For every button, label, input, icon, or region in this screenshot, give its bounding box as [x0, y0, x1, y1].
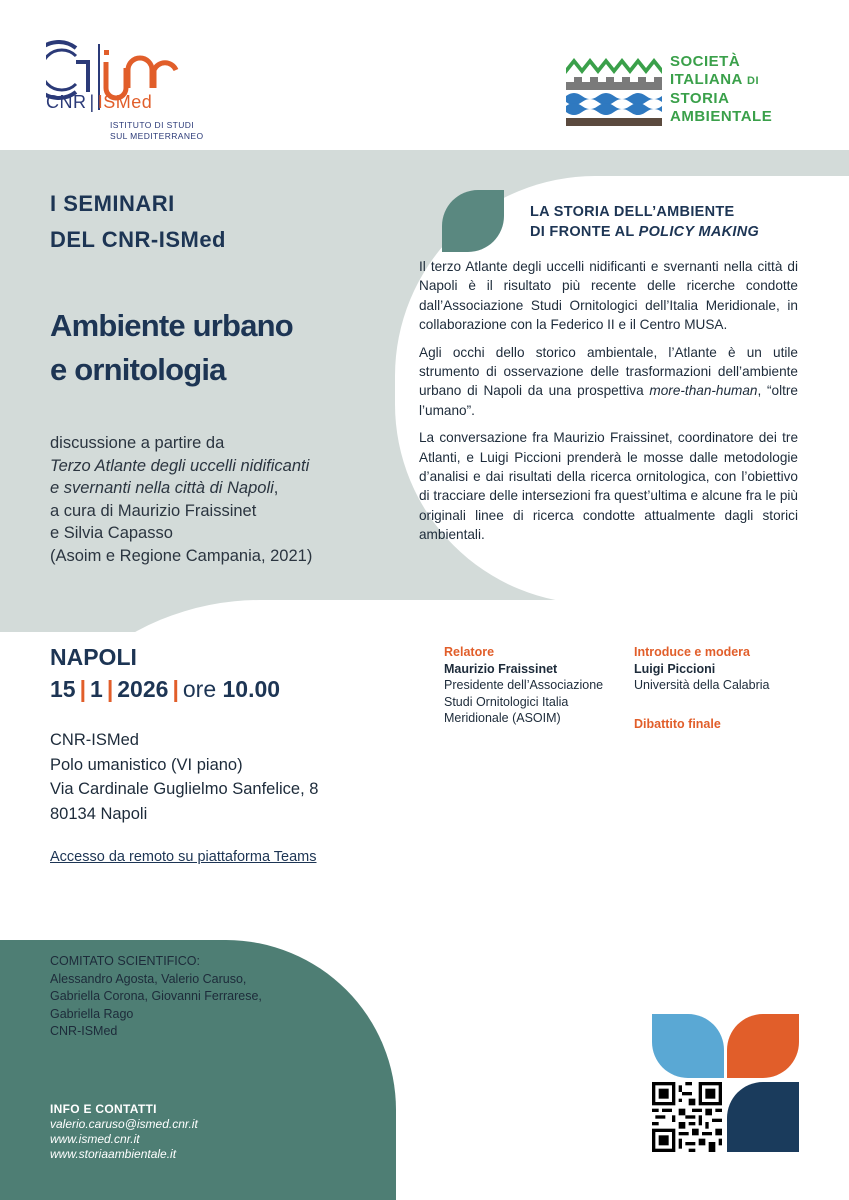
remote-access-link[interactable]: Accesso da remoto su piattaforma Teams — [50, 849, 317, 865]
event-date: 15 | 1 | 2026 | ore 10.00 — [50, 676, 281, 702]
sisa-wordmark: SOCIETÀ ITALIANA DI STORIA AMBIENTALE — [670, 53, 773, 125]
seminar-title: Ambiente urbano e ornitologia — [50, 308, 293, 387]
description-body — [419, 257, 798, 553]
website-ismed[interactable]: www.ismed.cnr.it — [50, 1132, 140, 1146]
paragraph-1: Il terzo Atlante degli uccelli nidificanti e svernanti nella città di Napoli è il risultato più recente delle ricerche condotte dall’Associazione Studi Ornitologici dell’Italia Meridionale, in collaborazione con la Federico II e il Centro MUSA. — [419, 259, 798, 333]
final-debate: Dibattito finale — [634, 716, 721, 731]
paragraph-2: Agli occhi dello storico ambientale, l’Atlante è un utile strumento di osservazione delle trasformazioni dell’ambiente urbano di Napoli da una prospettiva more-than-human, “oltre l’umano”. — [419, 344, 798, 418]
sisa-logo — [566, 54, 662, 126]
qr-code-icon[interactable] — [652, 1082, 722, 1152]
discussion-text: discussione a partire da Terzo Atlante degli uccelli nidificanti e svernanti nella città di Napoli, a cura di Maurizio Fraissinet e Silvia Capasso (Asoim e Regione Campania, 2021) — [50, 434, 313, 565]
speaker-block: Relatore Maurizio Fraissinet Presidente dell’Associazione Studi Ornitologici Italia Meridionale (ASOIM) — [444, 645, 604, 725]
series-title: I SEMINARI DEL CNR-ISMed — [50, 191, 226, 252]
website-sisa[interactable]: www.storiaambientale.it — [50, 1147, 177, 1161]
event-venue: CNR-ISMed Polo umanistico (VI piano) Via Cardinale Guglielmo Sanfelice, 8 80134 Napoli — [50, 731, 319, 823]
cnr-ismed-wordmark: CNR | ISMed — [46, 92, 153, 112]
paragraph-3: La conversazione fra Maurizio Fraissinet, coordinatore dei tre Atlanti, e Luigi Piccioni prenderà le mosse dalle metodologie d’analisi e dai risultati della ricerca ornitologica, con l’obiettivo di tracciare delle intersezioni fra quest’ultima e alcune fra le più originali linee di ricerca condotte attualmente dagli storici ambientali. — [419, 430, 798, 543]
event-city: NAPOLI — [50, 644, 137, 670]
decor-shape-navy — [727, 1082, 799, 1152]
ismed-subtitle: ISTITUTO DI STUDI SUL MEDITERRANEO — [110, 120, 204, 141]
description-heading: LA STORIA DELL’AMBIENTE DI FRONTE AL POLICY MAKING — [530, 204, 760, 240]
contacts: INFO E CONTATTI valerio.caruso@ismed.cnr.it www.ismed.cnr.it www.storiaambientale.it — [50, 1102, 198, 1161]
moderator-block: Introduce e modera Luigi Piccioni Università della Calabria Dibattito finale — [634, 645, 770, 731]
contact-email[interactable]: valerio.caruso@ismed.cnr.it — [50, 1117, 198, 1131]
decor-shape-blue — [652, 1014, 724, 1078]
scientific-committee: COMITATO SCIENTIFICO: Alessandro Agosta, Valerio Caruso, Gabriella Corona, Giovanni Ferrarese, Gabriella Rago CNR-ISMed — [50, 954, 262, 1038]
